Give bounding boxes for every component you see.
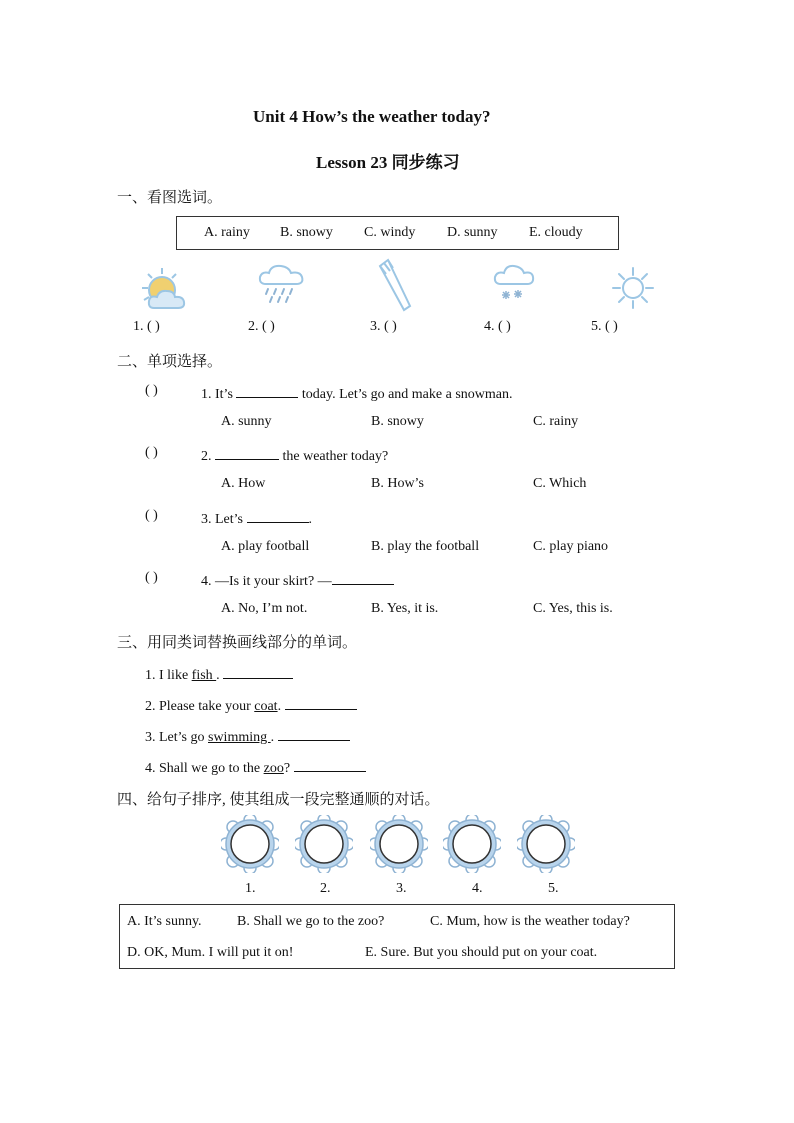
- underlined-word: coat: [254, 699, 278, 714]
- choice[interactable]: C. Yes, this is.: [533, 601, 613, 616]
- flower-answer-icon[interactable]: [370, 815, 428, 873]
- choice[interactable]: A. No, I’m not.: [221, 601, 308, 616]
- replace-item: 2. Please take your coat.: [145, 695, 357, 715]
- answer-paren[interactable]: ( ): [145, 570, 158, 585]
- flower-answer-icon[interactable]: [443, 815, 501, 873]
- section-heading-4: 四、给句子排序, 使其组成一段完整通顺的对话。: [117, 792, 440, 808]
- order-number: 2.: [320, 881, 331, 896]
- answer-blank[interactable]: 2. ( ): [248, 319, 275, 334]
- fill-blank[interactable]: [215, 445, 279, 460]
- fill-blank[interactable]: [285, 695, 357, 710]
- answer-paren[interactable]: ( ): [145, 508, 158, 523]
- dialogue-sentence: E. Sure. But you should put on your coat.: [365, 945, 598, 960]
- flower-answer-icon[interactable]: [221, 815, 279, 873]
- answer-blank[interactable]: 3. ( ): [370, 319, 397, 334]
- fill-blank[interactable]: [294, 757, 366, 772]
- choice[interactable]: B. play the football: [371, 539, 480, 554]
- fill-blank[interactable]: [332, 570, 394, 585]
- fill-blank[interactable]: [247, 508, 309, 523]
- dialogue-sentence: C. Mum, how is the weather today?: [430, 914, 630, 929]
- word-option: B. snowy: [280, 225, 333, 240]
- order-number: 1.: [245, 881, 256, 896]
- fill-blank[interactable]: [278, 726, 350, 741]
- page-title: Unit 4 How’s the weather today?: [253, 107, 491, 126]
- choice[interactable]: A. sunny: [221, 414, 272, 429]
- word-option: A. rainy: [204, 225, 250, 240]
- choice[interactable]: A. play football: [221, 539, 310, 554]
- answer-blank[interactable]: 4. ( ): [484, 319, 511, 334]
- choice[interactable]: B. snowy: [371, 414, 424, 429]
- word-option: C. windy: [364, 225, 416, 240]
- choice[interactable]: B. Yes, it is.: [371, 601, 439, 616]
- snow-cloud-icon: [492, 262, 536, 306]
- underlined-word: zoo: [263, 761, 284, 776]
- choice[interactable]: C. play piano: [533, 539, 609, 554]
- sun-icon: [611, 266, 655, 310]
- dialogue-sentence: A. It’s sunny.: [127, 914, 202, 929]
- flower-answer-icon[interactable]: [295, 815, 353, 873]
- question-stem: 3. Let’s .: [201, 508, 312, 528]
- choice[interactable]: B. How’s: [371, 476, 424, 491]
- section-heading-3: 三、用同类词替换画线部分的单词。: [117, 635, 358, 651]
- dialogue-sentence: D. OK, Mum. I will put it on!: [127, 945, 294, 960]
- fill-blank[interactable]: [236, 383, 298, 398]
- dialogue-sentence: B. Shall we go to the zoo?: [237, 914, 385, 929]
- page-subtitle: Lesson 23 同步练习: [316, 153, 460, 172]
- question-stem: 1. It’s today. Let’s go and make a snowman.: [201, 383, 513, 403]
- choice[interactable]: C. rainy: [533, 414, 579, 429]
- question-stem: 2. the weather today?: [201, 445, 388, 465]
- replace-item: 1. I like fish .: [145, 664, 293, 684]
- replace-item: 4. Shall we go to the zoo?: [145, 757, 366, 777]
- rain-cloud-icon: [256, 262, 308, 308]
- word-option: D. sunny: [447, 225, 498, 240]
- question-stem: 4. —Is it your skirt? —: [201, 570, 394, 590]
- answer-paren[interactable]: ( ): [145, 383, 158, 398]
- fill-blank[interactable]: [223, 664, 293, 679]
- sun-cloud-icon: [138, 266, 190, 314]
- underlined-word: swimming: [208, 730, 271, 745]
- section-heading-2: 二、单项选择。: [117, 354, 223, 370]
- section-heading-1: 一、看图选词。: [117, 190, 223, 206]
- order-number: 5.: [548, 881, 559, 896]
- replace-item: 3. Let’s go swimming .: [145, 726, 350, 746]
- order-number: 3.: [396, 881, 407, 896]
- windmill-pinwheel-icon: [376, 256, 416, 312]
- order-number: 4.: [472, 881, 483, 896]
- answer-blank[interactable]: 5. ( ): [591, 319, 618, 334]
- word-option: E. cloudy: [529, 225, 583, 240]
- flower-answer-icon[interactable]: [517, 815, 575, 873]
- choice[interactable]: C. Which: [533, 476, 587, 491]
- answer-paren[interactable]: ( ): [145, 445, 158, 460]
- answer-blank[interactable]: 1. ( ): [133, 319, 160, 334]
- choice[interactable]: A. How: [221, 476, 266, 491]
- underlined-word: fish: [191, 668, 217, 683]
